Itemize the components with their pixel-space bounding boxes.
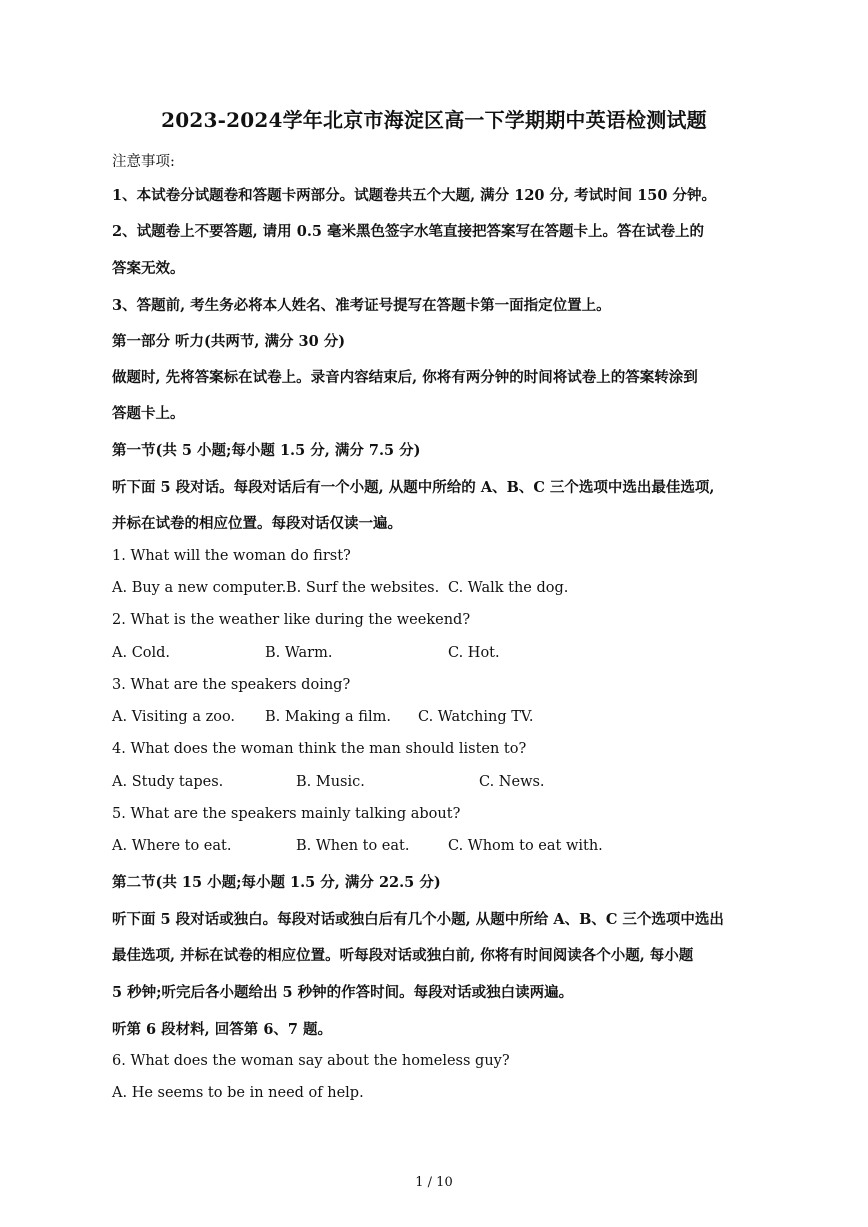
part1-instruction-line-1: 做题时, 先将答案标在试卷上。录音内容结束后, 你将有两分钟的时间将试卷上的答案转涂到 (112, 369, 698, 386)
option-a: A. Visiting a zoo. (112, 709, 236, 725)
question-3: 3. What are the speakers doing? (112, 677, 351, 693)
option-c: C. Whom to eat with. (448, 838, 603, 854)
section1-instruction-line-1: 听下面 5 段对话。每段对话后有一个小题, 从题中所给的 A、B、C 三个选项中选出最佳选项, (112, 479, 715, 496)
section2-instruction-line-3: 5 秒钟;听完后各小题给出 5 秒钟的作答时间。每段对话或独白读两遍。 (112, 984, 574, 1001)
option-a: A. Cold. (112, 645, 171, 661)
option-b: B. Music. (296, 774, 365, 790)
page-title: 2023-2024学年北京市海淀区高一下学期期中英语检测试题 (161, 108, 707, 132)
section1-heading: 第一节(共 5 小题;每小题 1.5 分, 满分 7.5 分) (112, 442, 421, 459)
option-b: B. Warm. (265, 645, 333, 661)
section2-instruction-line-1: 听下面 5 段对话或独白。每段对话或独白后有几个小题, 从题中所给 A、B、C 三个选项中选出 (112, 911, 724, 928)
question-2: 2. What is the weather like during the weekend? (112, 612, 471, 628)
note-1: 1、本试卷分试题卷和答题卡两部分。试题卷共五个大题, 满分 120 分, 考试时间 150 分钟。 (112, 187, 717, 204)
option-c: C. Walk the dog. (448, 580, 569, 596)
section2-instruction-line-2: 最佳选项, 并标在试卷的相应位置。听每段对话或独白前, 你将有时间阅读各个小题, 每小题 (112, 947, 694, 964)
note-3: 3、答题前, 考生务必将本人姓名、准考证号提写在答题卡第一面指定位置上。 (112, 297, 611, 314)
option-c: C. Hot. (448, 645, 500, 661)
section1-instruction-line-2: 并标在试卷的相应位置。每段对话仅读一遍。 (112, 515, 402, 532)
question-4: 4. What does the woman think the man should listen to? (112, 741, 527, 757)
option-c: C. Watching TV. (418, 709, 534, 725)
notes-heading: 注意事项: (112, 154, 175, 170)
option-b: B. When to eat. (296, 838, 410, 854)
option-c: C. News. (479, 774, 545, 790)
part1-heading: 第一部分 听力(共两节, 满分 30 分) (112, 333, 346, 350)
question-1: 1. What will the woman do first? (112, 548, 351, 564)
option-b: B. Making a film. (265, 709, 391, 725)
question-5: 5. What are the speakers mainly talking about? (112, 806, 461, 822)
option-a: A. Where to eat. (112, 838, 232, 854)
question-6-option-a: A. He seems to be in need of help. (112, 1085, 364, 1101)
material-6-heading: 听第 6 段材料, 回答第 6、7 题。 (112, 1021, 333, 1038)
option-b: B. Surf the websites. (286, 580, 440, 596)
option-a: A. Study tapes. (112, 774, 224, 790)
page-number: 1 / 10 (415, 1175, 453, 1190)
question-6: 6. What does the woman say about the homeless guy? (112, 1053, 510, 1069)
note-2-line-1: 2、试题卷上不要答题, 请用 0.5 毫米黑色签字水笔直接把答案写在答题卡上。答在试卷上的 (112, 223, 705, 240)
option-a: A. Buy a new computer. (112, 580, 287, 596)
part1-instruction-line-2: 答题卡上。 (112, 405, 185, 422)
note-2-line-2: 答案无效。 (112, 260, 185, 277)
section2-heading: 第二节(共 15 小题;每小题 1.5 分, 满分 22.5 分) (112, 874, 441, 891)
